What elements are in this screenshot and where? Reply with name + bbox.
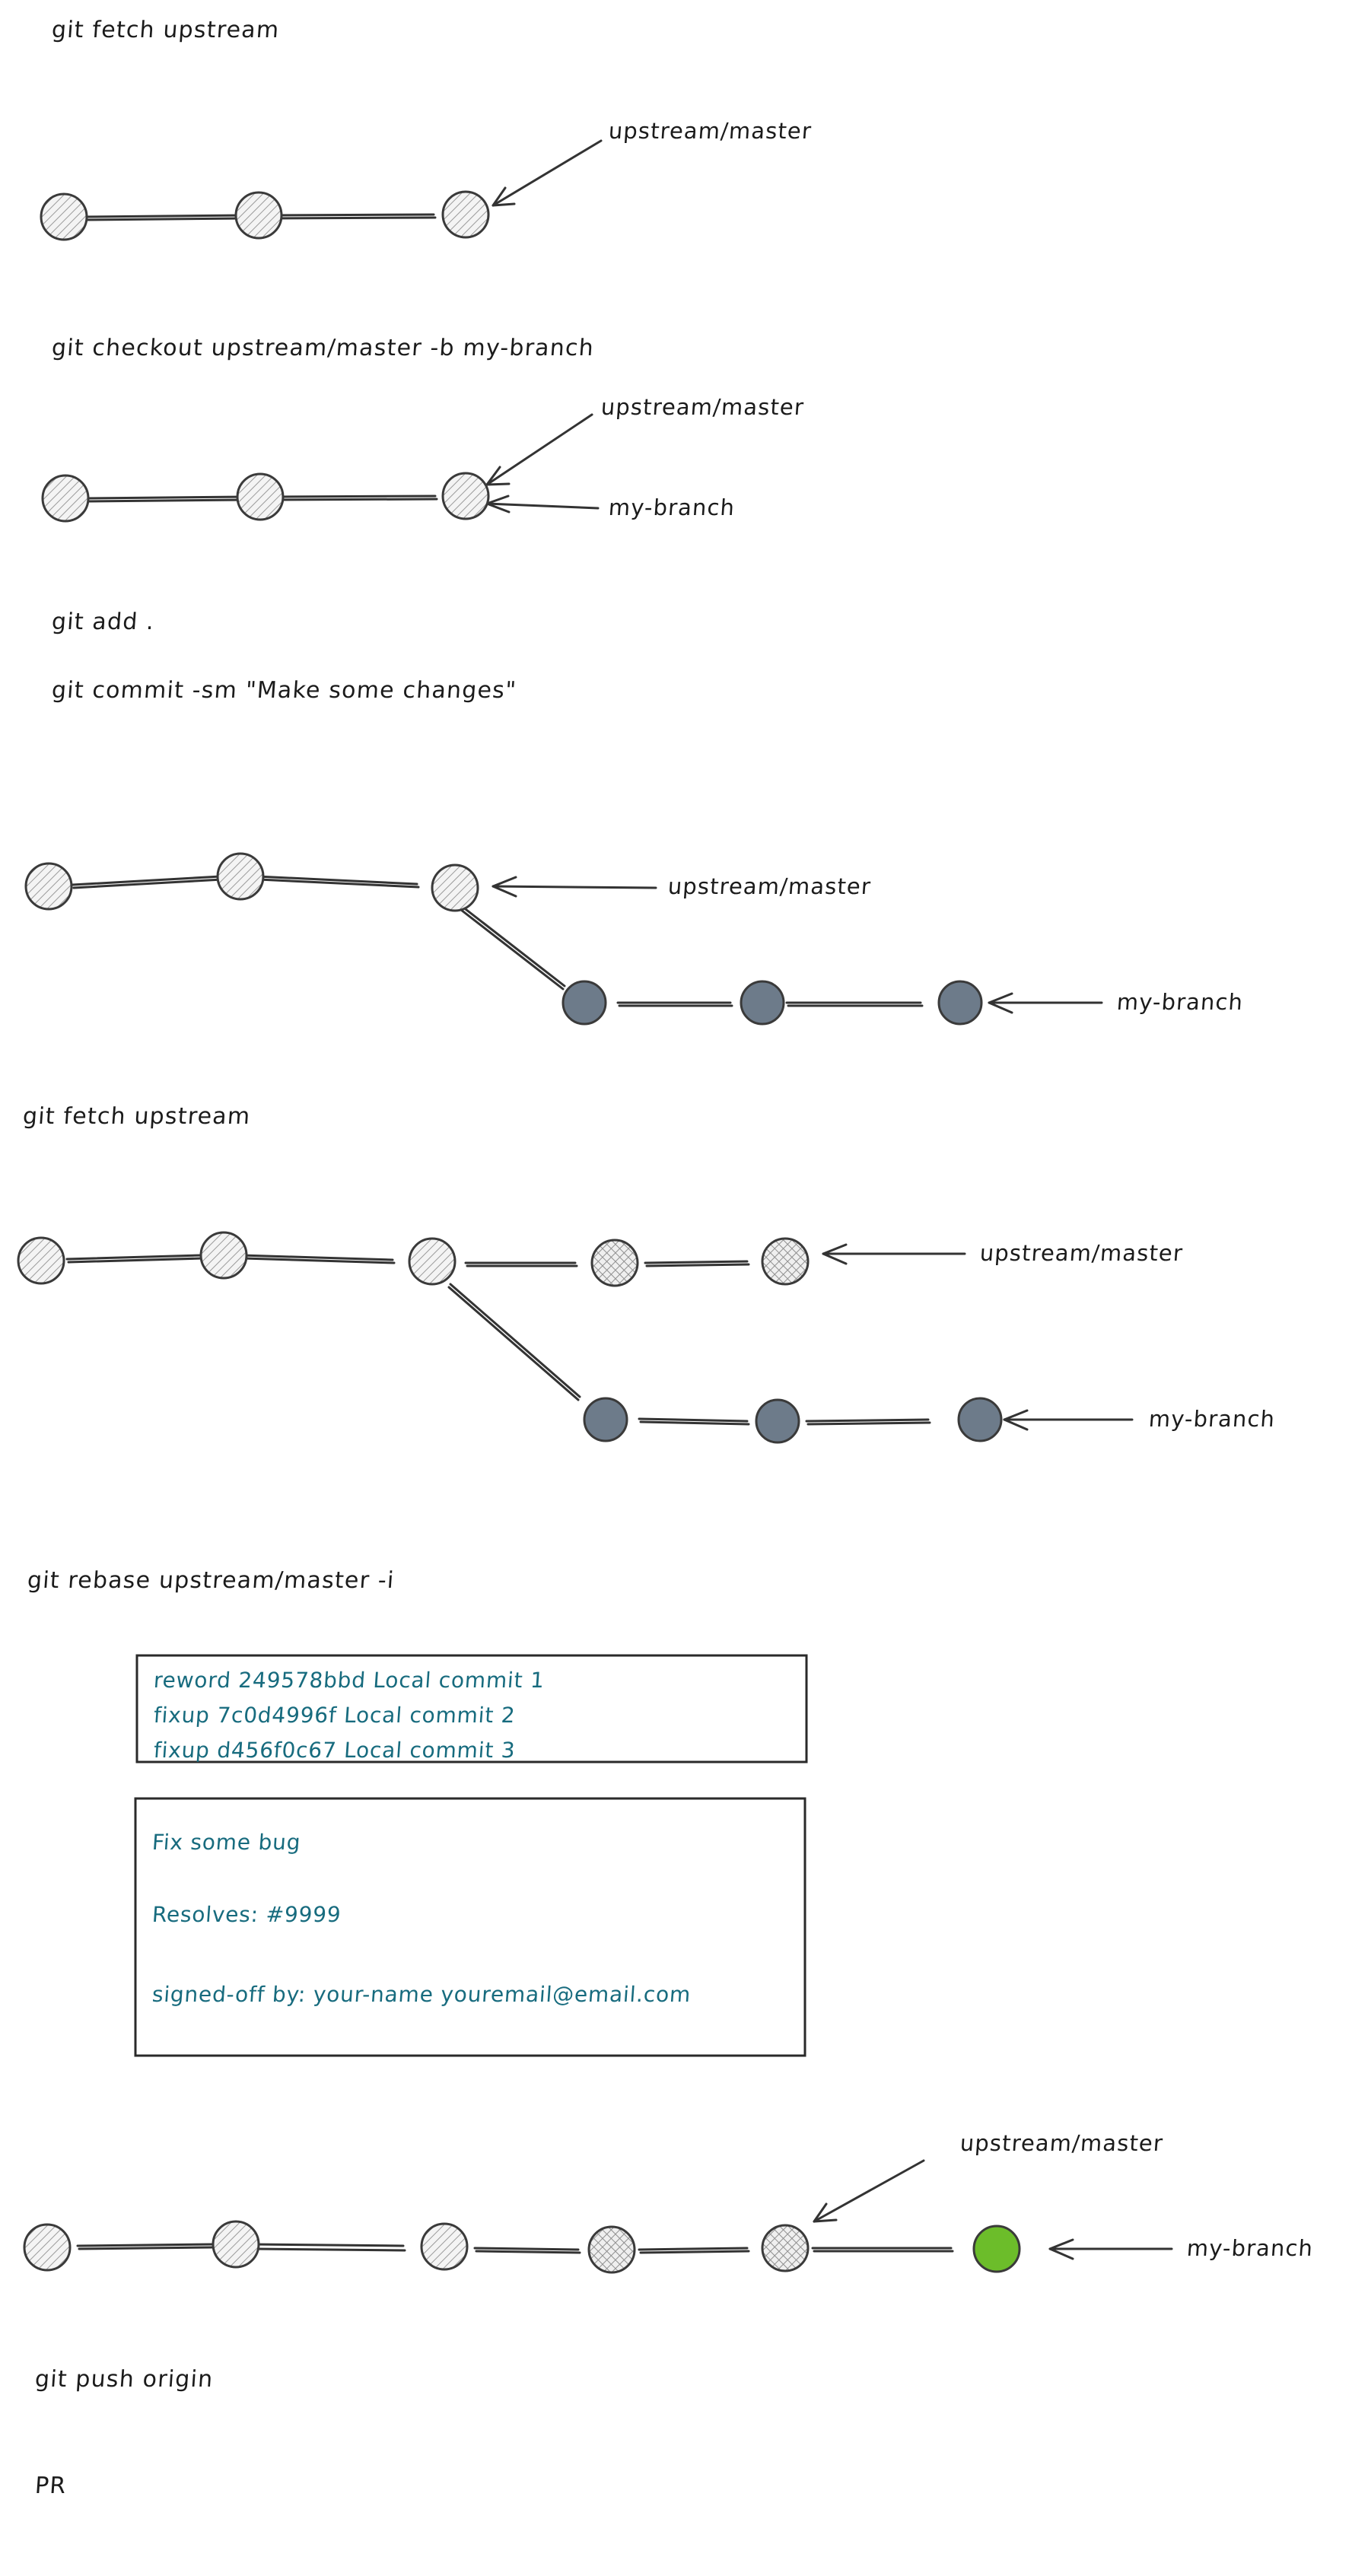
label-my-branch-step6: my-branch (1185, 2235, 1315, 2261)
command-git-checkout-branch: git checkout upstream/master -b my-branch (50, 335, 596, 361)
rebase-todo-line-2: fixup 7c0d4996f Local commit 2 (152, 1703, 517, 1728)
label-upstream-master-step2: upstream/master (600, 394, 806, 420)
label-upstream-master-step6: upstream/master (959, 2130, 1165, 2156)
command-git-rebase-interactive: git rebase upstream/master -i (26, 1567, 396, 1594)
command-git-add: git add . (50, 609, 156, 635)
commit-message-resolves: Resolves: #9999 (151, 1902, 342, 1927)
label-pr: PR (33, 2473, 68, 2499)
rebase-todo-line-1: reword 249578bbd Local commit 1 (152, 1668, 546, 1693)
command-git-push-origin: git push origin (33, 2366, 215, 2393)
command-git-fetch-upstream-1: git fetch upstream (50, 17, 281, 43)
label-my-branch-step3: my-branch (1115, 989, 1245, 1015)
rebase-todo-line-3: fixup d456f0c67 Local commit 3 (152, 1738, 517, 1763)
commit-message-signoff: signed-off by: your-name youremail@email.com (151, 1982, 692, 2007)
command-git-commit: git commit -sm "Make some changes" (50, 677, 518, 704)
command-git-fetch-upstream-2: git fetch upstream (21, 1103, 252, 1130)
label-upstream-master-step4: upstream/master (978, 1240, 1185, 1266)
commit-message-subject: Fix some bug (151, 1830, 302, 1855)
label-upstream-master-step3: upstream/master (666, 873, 873, 899)
label-upstream-master-step1: upstream/master (607, 118, 813, 144)
label-my-branch-step4: my-branch (1147, 1406, 1277, 1432)
label-my-branch-step2: my-branch (607, 495, 736, 520)
